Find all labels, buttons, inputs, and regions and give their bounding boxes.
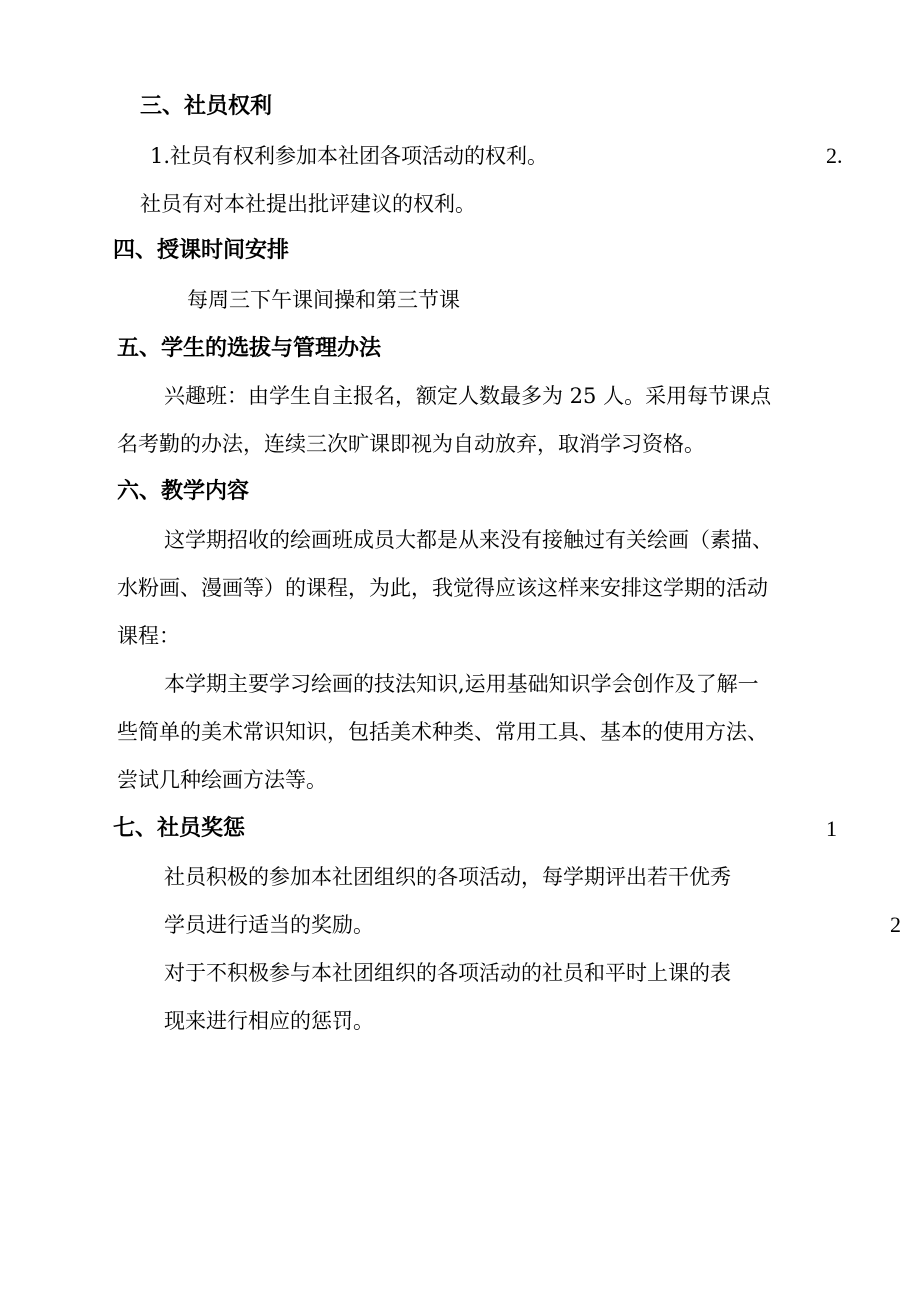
section-3-heading: 三、社员权利	[140, 94, 273, 119]
section-5-heading: 五、学生的选拔与管理办法	[117, 336, 382, 361]
section-7-line-2: 学员进行适当的奖励。	[164, 913, 374, 937]
section-7-heading-tail: 1	[826, 816, 837, 841]
section-5-line-1: 兴趣班：由学生自主报名，额定人数最多为 25 人。采用每节课点	[164, 384, 772, 408]
section-3-line-1: 1.社员有权利参加本社团各项活动的权利。	[150, 144, 549, 168]
section-6-para-1-line-1: 这学期招收的绘画班成员大都是从来没有接触过有关绘画（素描、	[164, 528, 773, 552]
section-3-line-1-tail: 2.	[826, 143, 843, 168]
section-5-line-2: 名考勤的办法，连续三次旷课即视为自动放弃，取消学习资格。	[117, 432, 705, 456]
section-7-line-2-tail: 2	[890, 912, 901, 937]
section-6-heading: 六、教学内容	[117, 479, 250, 504]
section-7-line-4: 现来进行相应的惩罚。	[164, 1009, 374, 1033]
section-4-heading: 四、授课时间安排	[113, 238, 290, 263]
section-6-para-2-line-3: 尝试几种绘画方法等。	[117, 768, 327, 792]
section-4-line-1: 每周三下午课间操和第三节课	[187, 288, 460, 312]
section-6-para-2-line-1: 本学期主要学习绘画的技法知识,运用基础知识学会创作及了解一	[164, 672, 759, 696]
section-3-line-2: 社员有对本社提出批评建议的权利。	[140, 192, 476, 216]
section-6-para-2-line-2: 些简单的美术常识知识，包括美术种类、常用工具、基本的使用方法、	[117, 720, 768, 744]
section-7-line-3: 对于不积极参与本社团组织的各项活动的社员和平时上课的表	[164, 961, 731, 985]
section-6-para-1-line-3: 课程：	[117, 624, 180, 648]
section-6-para-1-line-2: 水粉画、漫画等）的课程，为此，我觉得应该这样来安排这学期的活动	[117, 576, 768, 600]
section-7-line-1: 社员积极的参加本社团组织的各项活动，每学期评出若干优秀	[164, 865, 731, 889]
section-7-heading: 七、社员奖惩	[113, 816, 246, 841]
